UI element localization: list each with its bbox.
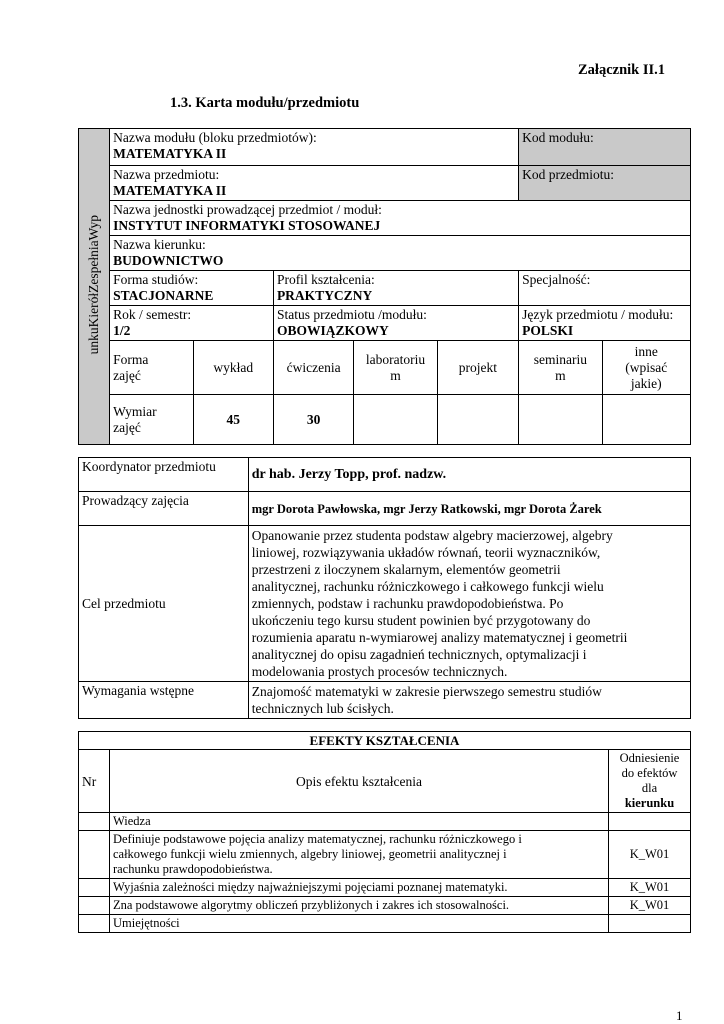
module-name: MATEMATYKA II <box>113 146 227 161</box>
form-label: ćwiczenia <box>286 359 341 375</box>
language-label: Język przedmiotu / modułu: <box>522 307 674 322</box>
ref-cell <box>609 915 691 933</box>
coordinator-label: Koordynator przedmiotu <box>79 458 249 492</box>
profile-label: Profil kształcenia: <box>276 272 375 287</box>
col-ref-line: Odniesienie <box>619 751 680 765</box>
hours-cell <box>437 395 518 445</box>
section-knowledge: Wiedza <box>109 813 608 831</box>
profile-value: PRAKTYCZNY <box>276 288 373 303</box>
hours-cell <box>354 395 437 445</box>
hours-label-2: zajęć <box>113 419 141 435</box>
form-cell <box>437 341 518 395</box>
year-label: Rok / semestr: <box>113 307 192 322</box>
effects-title: EFEKTY KSZTAŁCENIA <box>79 732 691 750</box>
effect-desc: Zna podstawowe algorytmy obliczeń przybliżonych i zakres ich stosowalności. <box>109 897 608 915</box>
study-form-value: STACJONARNE <box>113 288 214 303</box>
effect-ref: K_W01 <box>609 897 691 915</box>
specialty-label: Specjalność: <box>522 272 591 287</box>
nr-cell <box>79 879 110 897</box>
goal-line: analitycznej, rachunku różniczkowego i całkowego funkcji wielu <box>251 579 604 594</box>
goal-line: rozumienia aparatu n-wymiarowej analizy matematycznej i geometrii <box>251 630 628 645</box>
forms-label-2: zajęć <box>113 367 141 383</box>
goal-line: przestrzeni z iloczynem skalarnym, elementów geometrii <box>251 562 561 577</box>
col-ref-bold: kierunku <box>624 796 675 810</box>
effects-table <box>78 731 691 933</box>
col-desc: Opis efektu kształcenia <box>109 750 608 813</box>
hours-cell: 45 <box>193 395 273 445</box>
teachers-label: Prowadzący zajęcia <box>79 492 249 526</box>
effect-desc: Wyjaśnia zależności między najważniejszymi pojęciami poznanej matematyki. <box>109 879 608 897</box>
section-skills: Umiejętności <box>109 915 608 933</box>
field-value: BUDOWNICTWO <box>113 253 224 268</box>
coordinator-value: dr hab. Jerzy Topp, prof. nadzw. <box>248 458 690 492</box>
goal-line: modelowania prostych procesów technicznych. <box>251 664 508 679</box>
hours-cell <box>519 395 602 445</box>
form-label: wykład <box>213 359 254 375</box>
effect-ref: K_W01 <box>609 831 691 879</box>
form-label: laboratoriu <box>365 351 426 367</box>
col-ref-line: dla <box>641 781 658 795</box>
annex-label: Załącznik II.1 <box>578 62 666 78</box>
effect-line: Definiuje podstawowe pojęcia analizy matematycznej, rachunku różniczkowego i <box>112 832 522 846</box>
prereq-line: Znajomość matematyki w zakresie pierwszego semestru studiów <box>251 684 602 699</box>
form-cell <box>602 341 690 395</box>
subject-code-label: Kod przedmiotu: <box>522 167 614 182</box>
form-label-cont: (wpisać <box>625 359 668 375</box>
subject-name-label: Nazwa przedmiotu: <box>113 167 220 182</box>
table-row <box>79 879 691 897</box>
module-code-label: Kod modułu: <box>522 130 594 145</box>
teachers-value: mgr Dorota Pawłowska, mgr Jerzy Ratkowski, mgr Dorota Żarek <box>248 492 690 526</box>
form-cell <box>354 341 437 395</box>
status-label: Status przedmiotu /modułu: <box>276 307 427 322</box>
nr-cell <box>79 915 110 933</box>
effect-line: całkowego funkcji wielu zmiennych, algebry liniowej, geometrii analitycznej i <box>112 847 507 861</box>
hours-label: Wymiar <box>113 403 157 419</box>
unit-value: INSTYTUT INFORMATYKI STOSOWANEJ <box>113 218 381 233</box>
form-label-cont: m <box>390 367 401 383</box>
form-label-cont: jakie) <box>630 375 662 391</box>
page-title: 1.3. Karta modułu/przedmiotu <box>170 95 360 111</box>
goal-line: zmiennych, podstaw i rachunku prawdopodobieństwa. Po <box>251 596 564 611</box>
field-label: Nazwa kierunku: <box>113 237 206 252</box>
nr-cell <box>79 813 110 831</box>
language-value: POLSKI <box>522 323 574 338</box>
nr-cell <box>79 831 110 879</box>
form-cell <box>273 341 353 395</box>
forms-label: Forma <box>113 351 149 367</box>
col-ref-line: do efektów <box>621 766 678 780</box>
effect-line: rachunku prawdopodobieństwa. <box>112 862 273 876</box>
hours-cell <box>602 395 690 445</box>
hours-cell: 30 <box>273 395 353 445</box>
col-nr: Nr <box>79 750 110 813</box>
table-row <box>79 897 691 915</box>
ref-cell <box>609 813 691 831</box>
year-value: 1/2 <box>113 323 131 338</box>
goal-line: analitycznej do opisu zagadnień technicznych, optymalizacji i <box>251 647 587 662</box>
study-form-label: Forma studiów: <box>113 272 199 287</box>
form-cell <box>193 341 273 395</box>
form-label: seminariu <box>533 351 587 367</box>
prereq-label: Wymagania wstępne <box>79 682 249 719</box>
nr-cell <box>79 897 110 915</box>
effect-ref: K_W01 <box>609 879 691 897</box>
effect-desc <box>109 831 608 879</box>
page-number: 1 <box>676 1008 683 1023</box>
goal-text <box>248 526 690 682</box>
goal-line: ukończeniu tego kursu student powinien być przygotowany do <box>251 613 591 628</box>
unit-label: Nazwa jednostki prowadzącej przedmiot / moduł: <box>113 202 382 217</box>
subject-name: MATEMATYKA II <box>113 183 227 198</box>
col-ref <box>609 750 691 813</box>
form-cell <box>519 341 602 395</box>
form-label-cont: m <box>555 367 566 383</box>
form-label: inne <box>634 343 658 359</box>
module-name-label: Nazwa modułu (bloku przedmiotów): <box>113 130 317 145</box>
goal-line: Opanowanie przez studenta podstaw algebry macierzowej, algebry <box>251 528 613 543</box>
prereq-text <box>248 682 690 719</box>
goal-label: Cel przedmiotu <box>79 526 249 682</box>
table-row <box>79 831 691 879</box>
goal-line: liniowej, rozwiązywania układów równań, teorii wyznaczników, <box>251 545 601 560</box>
module-card-table <box>78 128 691 445</box>
form-label: projekt <box>458 359 498 375</box>
prereq-line: technicznych lub ścisłych. <box>251 701 394 716</box>
side-label: unkuKierółZespełniaWyp <box>86 214 102 355</box>
course-info-table <box>78 457 691 719</box>
status-value: OBOWIĄZKOWY <box>276 323 389 338</box>
